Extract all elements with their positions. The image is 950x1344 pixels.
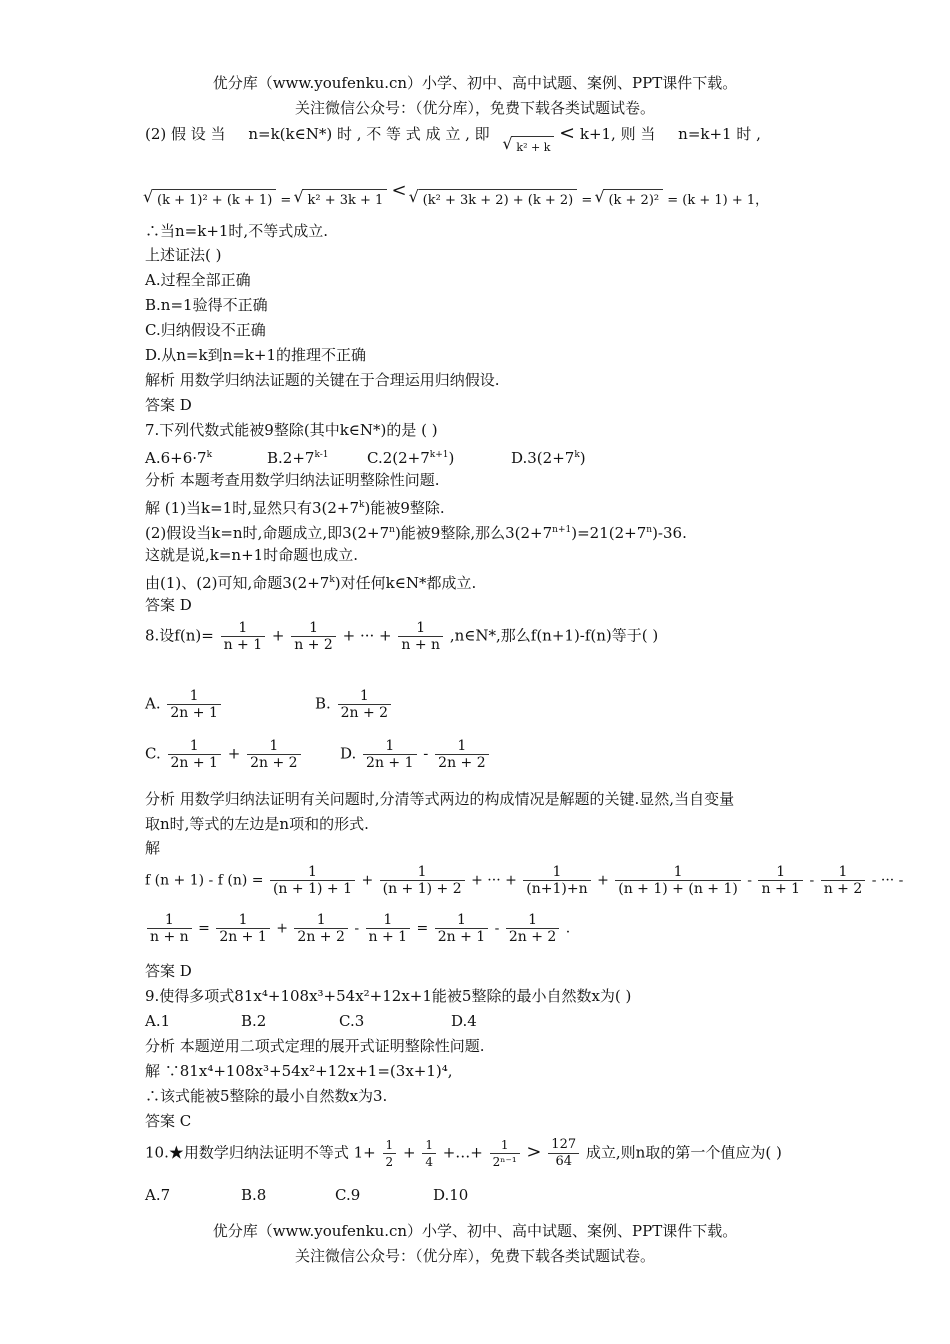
q7-solution-1: 解 (1)当k=1时,显然只有$3(2+7^k)$能被9整除. [145,499,445,517]
q9-option-c: C.3 [339,1012,365,1030]
q8-solution-line-2: $\frac{1}{n + n}$ = $\frac{1}{2n + 1}$ + $\frac{1}{2n + 2}$ - $\frac{1}{n + 1}$ = $\frac{1}{2n + 1}$ - $\frac{1}{2n + 2}$ . [145,912,570,945]
q9-stem: 9.使得多项式81x⁴+108x³+54x²+12x+1能被5整除的最小自然数x为( ) [145,987,632,1005]
q6-question: 上述证法( ) [145,246,222,264]
q10-option-c: C.9 [335,1186,361,1204]
q9-solution-2: ∴该式能被5整除的最小自然数x为3. [145,1087,388,1105]
q7-solution-4: 由(1)、(2)可知,命题$3(2+7^k)$对任何k∈N*都成立. [145,574,477,592]
q10-option-b: B.8 [241,1186,267,1204]
q6-chain-sqrt3: √ (k² + 3k + 2) + (k + 2) [419,189,578,212]
q9-option-b: B.2 [241,1012,267,1030]
q6-answer: 答案 D [145,396,192,414]
page-footer-line2: 关注微信公众号：（优分库），免费下载各类试题试卷。 [294,1247,655,1265]
q6-chain-sqrt4: √ (k + 2)² [604,189,663,212]
q6-option-a: A.过程全部正确 [145,271,251,289]
q7-analysis: 分析 本题考查用数学归纳法证明整除性问题. [145,471,440,489]
q6-chain-sqrt2: √ k² + 3k + 1 [303,189,387,212]
q7-option-b: $B.2+7^{k-1}$ [267,449,329,467]
q8-option-b: B. $\frac{1}{2n + 2}$ [315,688,393,721]
q8-analysis-1: 分析 用数学归纳法证明有关问题时,分清等式两边的构成情况是解题的关键.显然,当自变量 [145,790,735,808]
q9-option-d: D.4 [451,1012,477,1030]
q8-stem-frac-2: $\frac{1}{n + 2}$ [291,620,336,653]
q8-option-d: D. $\frac{1}{2n + 1}$ - $\frac{1}{2n + 2}$ [340,738,491,771]
q8-option-c: C. $\frac{1}{2n + 1}$ + $\frac{1}{2n + 2}$ [145,738,303,771]
q7-solution-2: (2)假设当k=n时,命题成立,即$3(2+7^n)$能被9整除,那么$3(2+7^{n+1})=21(2+7^n)-36$. [145,524,687,542]
q6-sqrt-k2k: √ k² + k [512,136,554,159]
q6-option-c: C.归纳假设不正确 [145,321,266,339]
q8-answer: 答案 D [145,962,192,980]
q10-option-a: A.7 [145,1186,171,1204]
q8-option-a: A. $\frac{1}{2n + 1}$ [145,688,223,721]
q6-option-b: B.n=1验得不正确 [145,296,268,314]
q6-chain-sqrt1: √ (k + 1)² + (k + 1) [153,189,276,212]
page-footer-line1: 优分库（www.youfenku.cn）小学、初中、高中试题、案例、PPT课件下载。 [212,1222,738,1240]
q6-option-d: D.从n=k到n=k+1的推理不正确 [145,346,367,364]
q7-option-c: $C.2(2+7^{k+1})$ [367,449,455,467]
q8-stem-frac-3: $\frac{1}{n + n}$ [398,620,443,653]
q8-stem-frac-1: $\frac{1}{n + 1}$ [221,620,266,653]
page-header-line1: 优分库（www.youfenku.cn）小学、初中、高中试题、案例、PPT课件下载。 [212,74,738,92]
q10-stem: 10.★用数学归纳法证明不等式 1+ $\frac{1}{2}$ + $\frac{1}{4}$ +…+ $\frac{1}{\text{2ⁿ⁻¹}}$ > $\frac{127}{64}$ 成立,则n取的第一个值应为( ) [145,1137,782,1169]
q7-option-a: $A.6+6\cdot 7^k$ [145,449,213,467]
q7-stem: 7.下列代数式能被9整除(其中k∈N*)的是 ( ) [145,421,438,439]
q6-therefore: ∴当n=k+1时,不等式成立. [145,222,328,240]
page-header-line2: 关注微信公众号：（优分库），免费下载各类试题试卷。 [294,99,655,117]
q8-stem: 8.设f(n)= $\frac{1}{n + 1}$ + $\frac{1}{n + 2}$ + ··· + $\frac{1}{n + n}$ ,n∈N*,那么f(n+1)-f(n)等于( ) [145,620,659,653]
q8-solution-line-1: f (n + 1) - f (n) = $\frac{1}{(n + 1) + 1}$ + $\frac{1}{(n + 1) + 2}$ + ··· + $\frac{1}{(n+1)+n}$ + $\frac{1}{(n + 1) + (n + 1)}$ - $\frac{1}{n + 1}$ - $\frac{1}{n + 2}$ - ··· - [145,864,904,897]
q9-analysis: 分析 本题逆用二项式定理的展开式证明整除性问题. [145,1037,485,1055]
q6-chain-line: √ (k + 1)² + (k + 1) = √ k² + 3k + 1 < √ (k² + 3k + 2) + (k + 2) = √ (k + 2)² = (k + 1) + 1， [145,180,768,212]
q6-step2-line: (2) 假 设 当 n=k(k∈N*) 时 , 不 等 式 成 立 , 即 √ k² + k < k+1, 则 当 n=k+1 时 , [145,122,761,159]
q9-option-a: A.1 [145,1012,171,1030]
q9-answer: 答案 C [145,1112,192,1130]
q8-analysis-2: 取n时,等式的左边是n项和的形式. [145,815,369,833]
q6-analysis: 解析 用数学归纳法证题的关键在于合理运用归纳假设. [145,371,500,389]
q8-solution-label: 解 [145,839,161,857]
q7-option-d: $D.3(2+7^k)$ [511,449,586,467]
q9-solution-1: 解 ∵81x⁴+108x³+54x²+12x+1=(3x+1)⁴, [145,1062,453,1080]
q7-solution-3: 这就是说,k=n+1时命题也成立. [145,546,358,564]
q7-answer: 答案 D [145,596,192,614]
q10-option-d: D.10 [433,1186,469,1204]
